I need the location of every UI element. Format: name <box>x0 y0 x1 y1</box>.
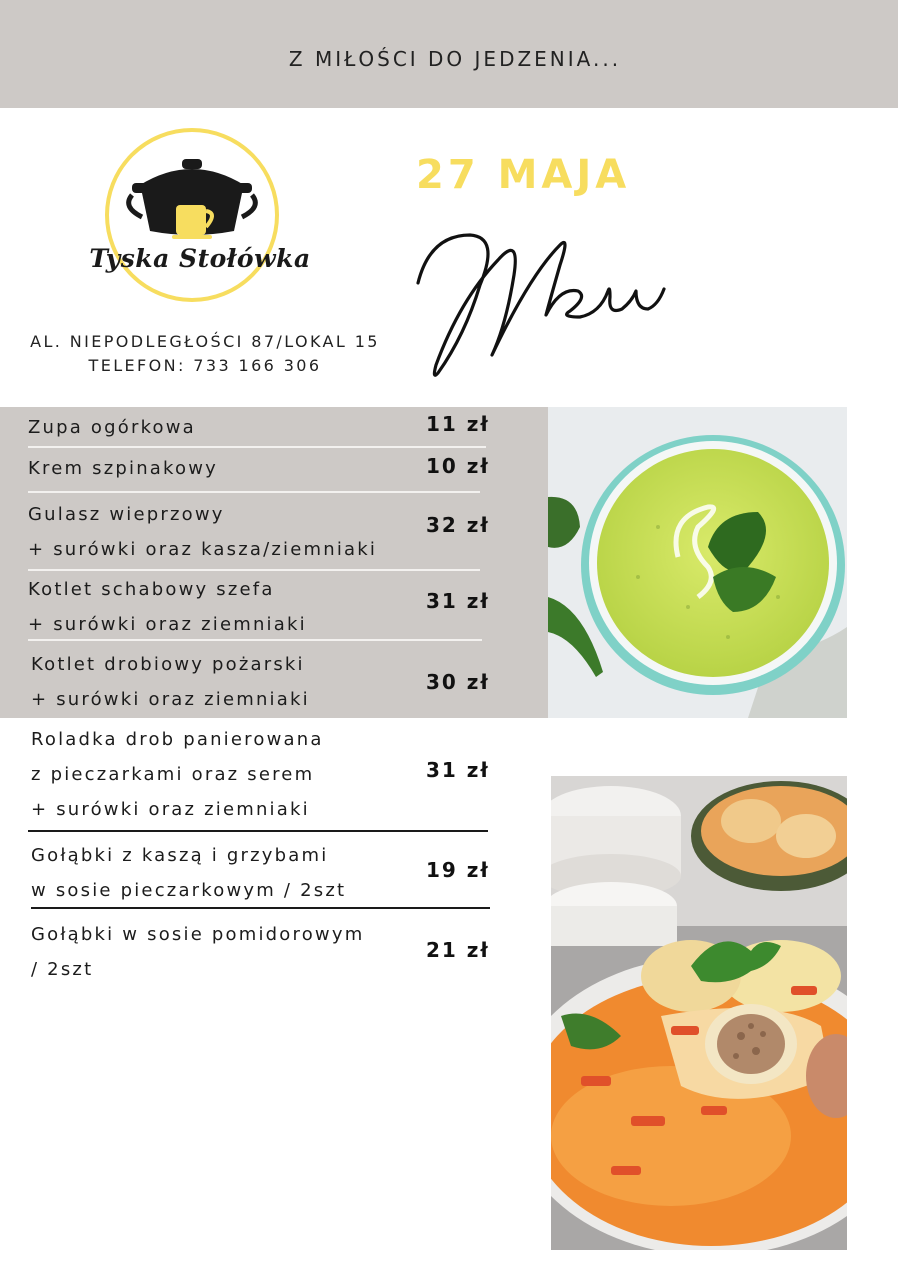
menu-item-line: z pieczarkami oraz serem <box>31 764 315 785</box>
menu-item-name <box>28 572 307 642</box>
menu-item-line: Gołąbki z kaszą i grzybami <box>31 845 329 866</box>
divider <box>28 639 482 641</box>
menu-item-line: + surówki oraz ziemniaki <box>31 799 310 820</box>
menu-item-line: Roladka drob panierowana <box>31 729 324 750</box>
menu-item-line: Gulasz wieprzowy <box>28 504 225 525</box>
brand-name: Tyska Stołówka <box>89 244 311 273</box>
menu-item-name <box>31 722 324 827</box>
menu-item-line: w sosie pieczarkowym / 2szt <box>31 880 347 901</box>
tagline: Z MIŁOŚCI DO JEDZENIA... <box>288 47 622 71</box>
menu-item-line: + surówki oraz ziemniaki <box>28 614 307 635</box>
menu-item-price: 10 zł <box>426 454 490 478</box>
menu-item-price: 19 zł <box>426 858 490 882</box>
divider <box>31 907 490 909</box>
menu-item-line: Kotlet schabowy szefa <box>28 579 275 600</box>
phone-line: TELEFON: 733 166 306 <box>88 356 322 375</box>
menu-item-name: Zupa ogórkowa <box>28 417 196 438</box>
menu-item-price: 21 zł <box>426 938 490 962</box>
menu-item-line: / 2szt <box>31 959 94 980</box>
menu-item-line: + surówki oraz ziemniaki <box>31 689 310 710</box>
menu-item-name <box>31 917 364 987</box>
address-line: AL. NIEPODLEGŁOŚCI 87/LOKAL 15 <box>30 332 380 351</box>
menu-item-line: Gołąbki w sosie pomidorowym <box>31 924 365 945</box>
menu-item-price: 31 zł <box>426 758 490 782</box>
menu-item-price: 30 zł <box>426 670 490 694</box>
menu-item-name: Krem szpinakowy <box>28 458 218 479</box>
menu-item-line: Kotlet drobiowy pożarski <box>31 654 305 675</box>
spinach-soup-photo <box>548 407 847 718</box>
divider <box>28 830 488 832</box>
cabbage-rolls-photo <box>551 776 847 1250</box>
divider <box>28 446 486 448</box>
menu-item-name <box>28 497 377 567</box>
menu-script-title <box>410 205 670 380</box>
divider <box>28 569 480 571</box>
menu-item-line: + surówki oraz kasza/ziemniaki <box>28 539 378 560</box>
address-block <box>0 330 410 378</box>
pot-logo-icon <box>102 127 312 309</box>
menu-item-name <box>31 647 310 717</box>
menu-item-price: 31 zł <box>426 589 490 613</box>
menu-item-price: 32 zł <box>426 513 490 537</box>
menu-date: 27 MAJA <box>416 152 631 198</box>
divider <box>28 491 480 493</box>
menu-item-name <box>31 838 346 908</box>
menu-item-price: 11 zł <box>426 412 490 436</box>
